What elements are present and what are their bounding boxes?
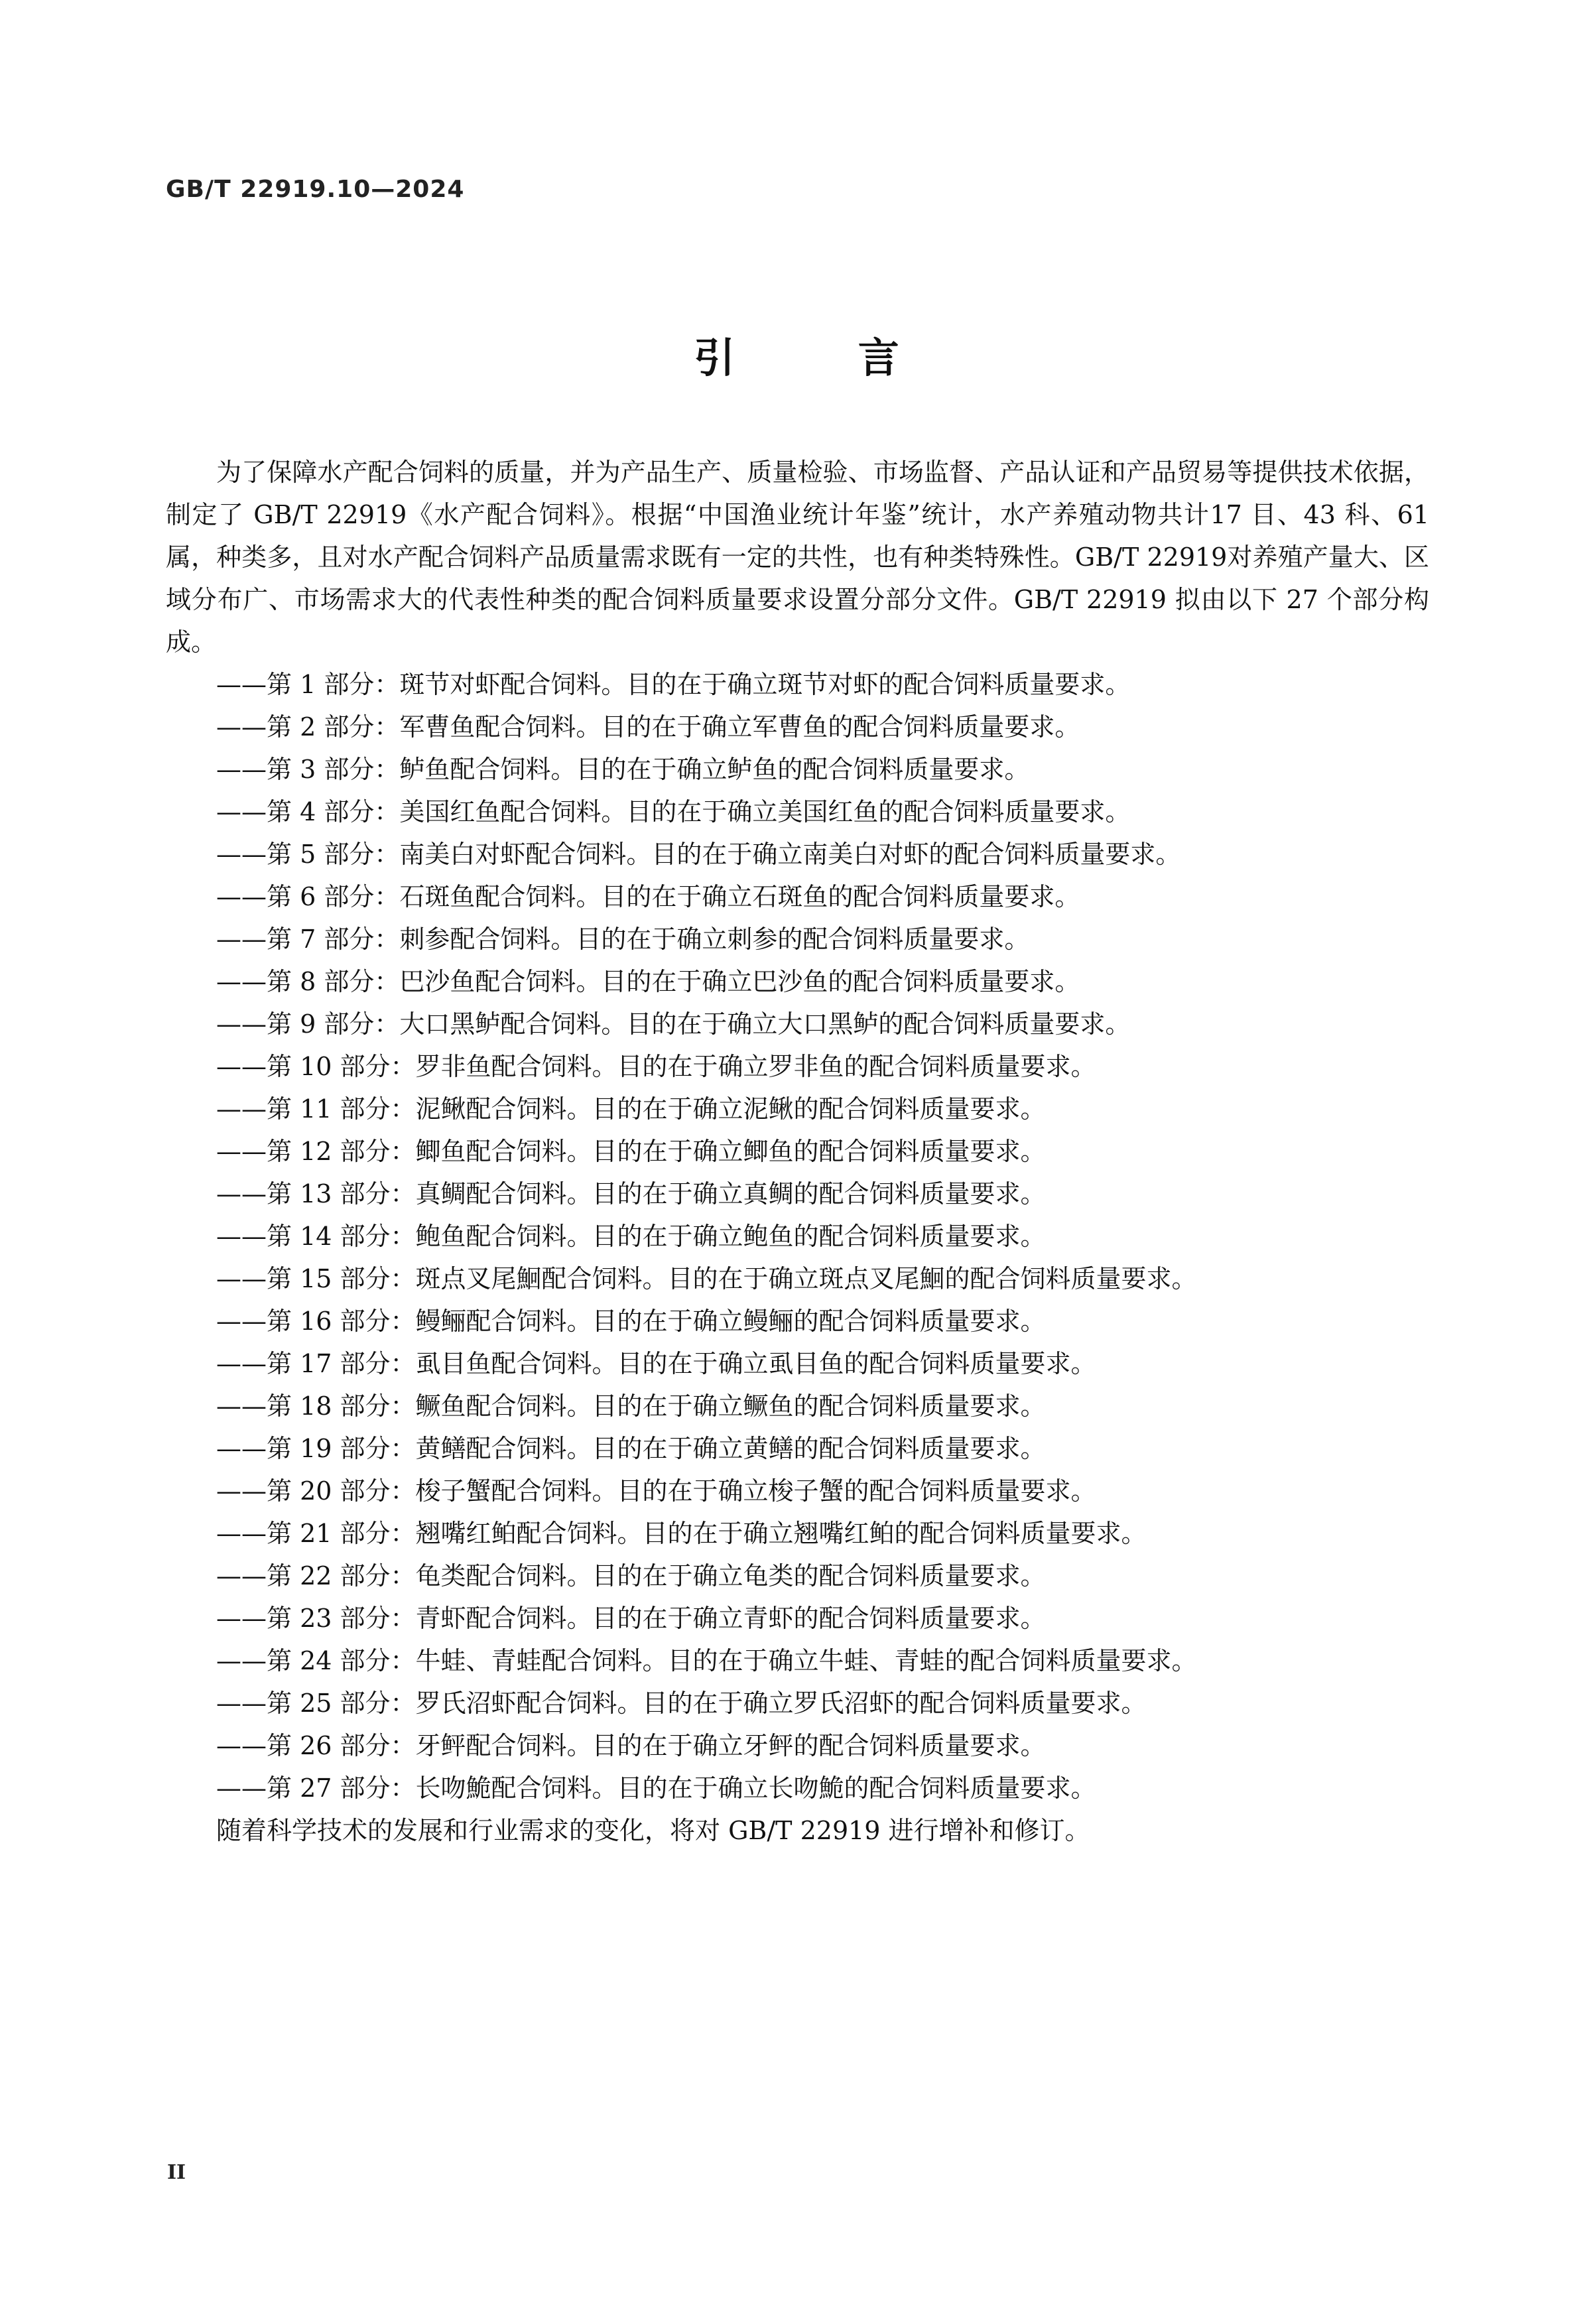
part-item-4: ——第 4 部分：美国红鱼配合饲料。目的在于确立美国红鱼的配合饲料质量要求。 — [216, 797, 1131, 826]
part-item-26: ——第 26 部分：牙鲆配合饲料。目的在于确立牙鲆的配合饲料质量要求。 — [216, 1731, 1046, 1760]
closing-paragraph: 随着科学技术的发展和行业需求的变化，将对 GB/T 22919 进行增补和修订。 — [216, 1816, 1090, 1845]
part-item-3: ——第 3 部分：鲈鱼配合饲料。目的在于确立鲈鱼的配合饲料质量要求。 — [216, 755, 1030, 784]
intro-paragraph: 为了保障水产配合饲料的质量，并为产品生产、质量检验、市场监督、产品认证和产品贸易等提供技术依据，制定了 GB/T 22919《水产配合饲料》。根据“中国渔业统计年鉴”统计，水产养殖动物共计17 目、43 科、61 属，种类多，且对水产配合饲料产品质量需求既有一定的共性，也有种类特殊性。GB/T 22919对养殖产量大、区域分布广、市场需求大的代表性种类的配合饲料质量要求设置分部分文件。GB/T 22919 拟由以下 27 个部分构成。 — [166, 458, 1430, 657]
part-item-1: ——第 1 部分：斑节对虾配合饲料。目的在于确立斑节对虾的配合饲料质量要求。 — [216, 670, 1131, 699]
part-item-16: ——第 16 部分：鳗鲡配合饲料。目的在于确立鳗鲡的配合饲料质量要求。 — [216, 1307, 1046, 1336]
part-item-11: ——第 11 部分：泥鳅配合饲料。目的在于确立泥鳅的配合饲料质量要求。 — [216, 1094, 1046, 1124]
part-item-9: ——第 9 部分：大口黑鲈配合饲料。目的在于确立大口黑鲈的配合饲料质量要求。 — [216, 1009, 1131, 1039]
part-item-23: ——第 23 部分：青虾配合饲料。目的在于确立青虾的配合饲料质量要求。 — [216, 1604, 1046, 1633]
part-item-18: ——第 18 部分：鳜鱼配合饲料。目的在于确立鳜鱼的配合饲料质量要求。 — [216, 1391, 1046, 1421]
page-title: 引 言 — [694, 334, 954, 382]
part-item-13: ——第 13 部分：真鲷配合饲料。目的在于确立真鲷的配合饲料质量要求。 — [216, 1179, 1046, 1208]
parts-list — [166, 663, 1429, 1809]
page-number: II — [167, 2161, 186, 2184]
document-code: GB/T 22919.10—2024 — [166, 176, 465, 203]
part-item-6: ——第 6 部分：石斑鱼配合饲料。目的在于确立石斑鱼的配合饲料质量要求。 — [216, 882, 1080, 911]
part-item-25: ——第 25 部分：罗氏沼虾配合饲料。目的在于确立罗氏沼虾的配合饲料质量要求。 — [216, 1689, 1147, 1718]
part-item-5: ——第 5 部分：南美白对虾配合饲料。目的在于确立南美白对虾的配合饲料质量要求。 — [216, 840, 1181, 869]
part-item-24: ——第 24 部分：牛蛙、青蛙配合饲料。目的在于确立牛蛙、青蛙的配合饲料质量要求。 — [216, 1646, 1197, 1675]
part-item-21: ——第 21 部分：翘嘴红鲌配合饲料。目的在于确立翘嘴红鲌的配合饲料质量要求。 — [216, 1519, 1147, 1548]
document-body — [166, 451, 1429, 1852]
part-item-10: ——第 10 部分：罗非鱼配合饲料。目的在于确立罗非鱼的配合饲料质量要求。 — [216, 1052, 1096, 1081]
part-item-7: ——第 7 部分：刺参配合饲料。目的在于确立刺参的配合饲料质量要求。 — [216, 925, 1030, 954]
part-item-20: ——第 20 部分：梭子蟹配合饲料。目的在于确立梭子蟹的配合饲料质量要求。 — [216, 1476, 1096, 1506]
part-item-2: ——第 2 部分：军曹鱼配合饲料。目的在于确立军曹鱼的配合饲料质量要求。 — [216, 712, 1080, 742]
part-item-8: ——第 8 部分：巴沙鱼配合饲料。目的在于确立巴沙鱼的配合饲料质量要求。 — [216, 967, 1080, 996]
part-item-22: ——第 22 部分：龟类配合饲料。目的在于确立龟类的配合饲料质量要求。 — [216, 1561, 1046, 1590]
part-item-14: ——第 14 部分：鲍鱼配合饲料。目的在于确立鲍鱼的配合饲料质量要求。 — [216, 1222, 1046, 1251]
part-item-19: ——第 19 部分：黄鳝配合饲料。目的在于确立黄鳝的配合饲料质量要求。 — [216, 1434, 1046, 1463]
part-item-17: ——第 17 部分：虱目鱼配合饲料。目的在于确立虱目鱼的配合饲料质量要求。 — [216, 1349, 1096, 1378]
part-item-27: ——第 27 部分：长吻鮠配合饲料。目的在于确立长吻鮠的配合饲料质量要求。 — [216, 1774, 1096, 1803]
part-item-15: ——第 15 部分：斑点叉尾鮰配合饲料。目的在于确立斑点叉尾鮰的配合饲料质量要求。 — [216, 1264, 1197, 1293]
part-item-12: ——第 12 部分：鲫鱼配合饲料。目的在于确立鲫鱼的配合饲料质量要求。 — [216, 1137, 1046, 1166]
